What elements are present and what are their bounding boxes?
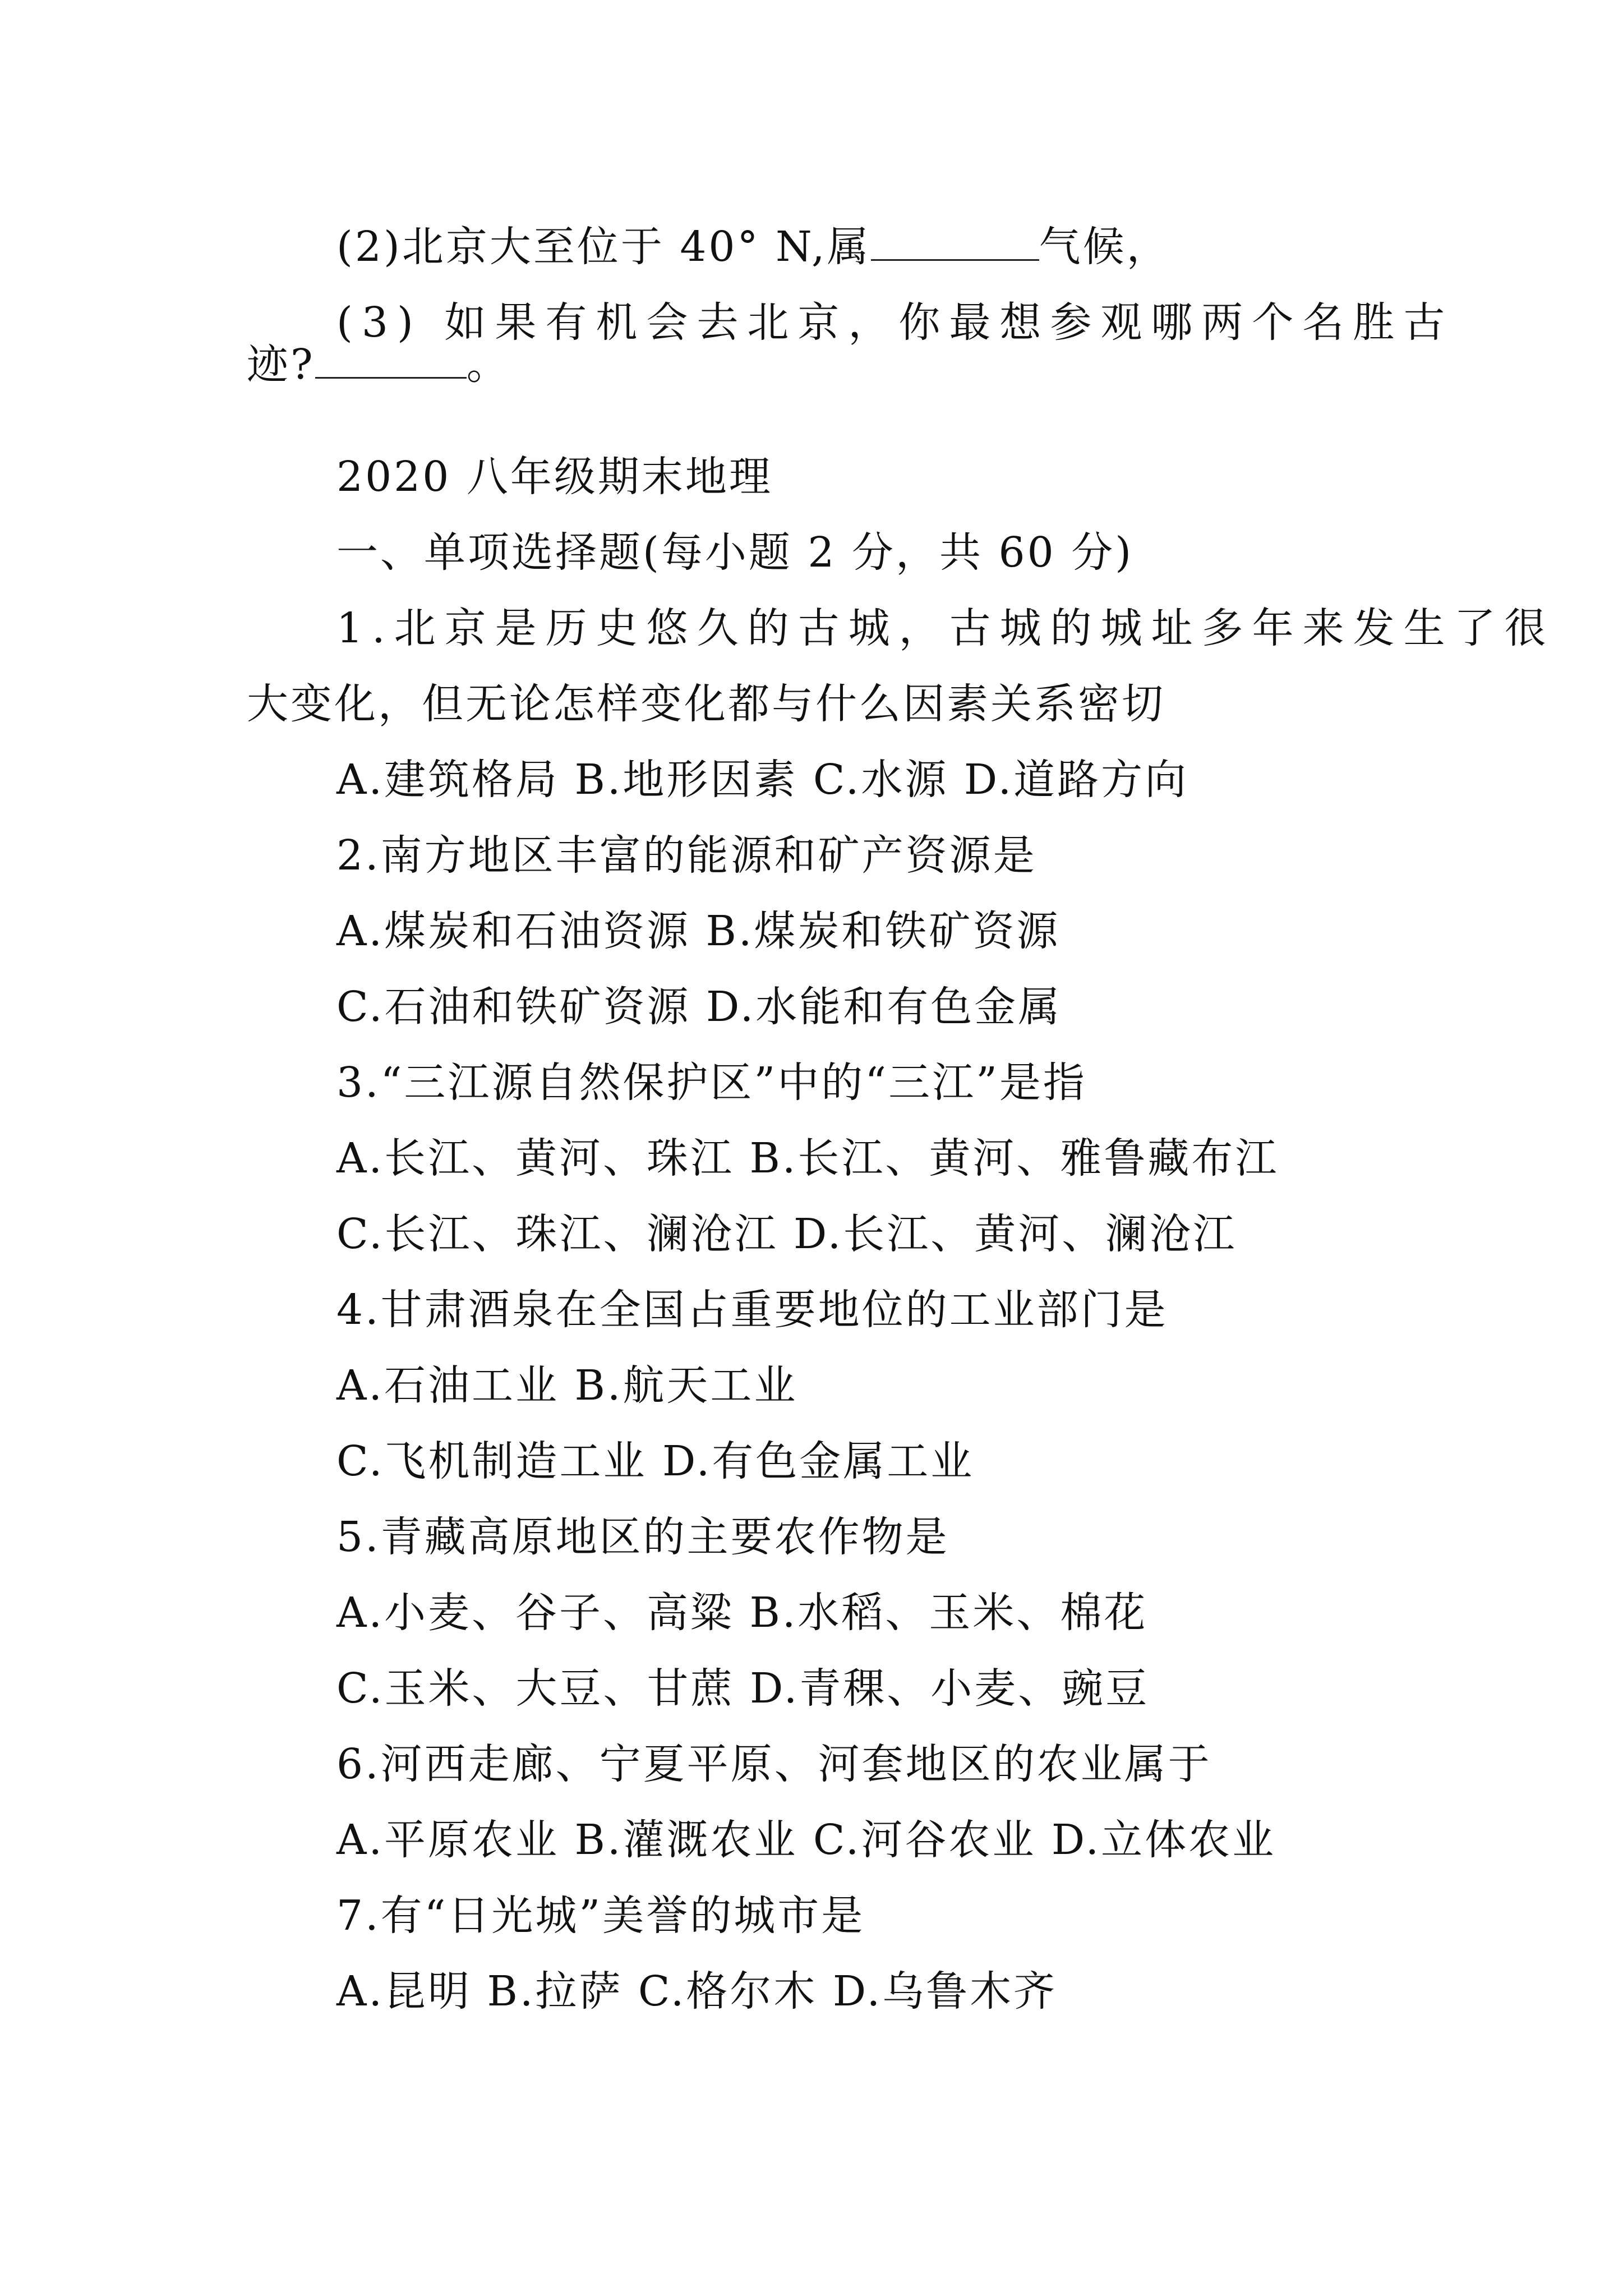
question-stem-continued: 大变化，但无论怎样变化都与什么因素关系密切 — [247, 680, 1165, 728]
question-stem: 4.甘肃酒泉在全国占重要地位的工业部门是 — [336, 1286, 1168, 1334]
question-options: A.平原农业 B.灌溉农业 C.河谷农业 D.立体农业 — [336, 1816, 1276, 1864]
question-options: A.小麦、谷子、高粱 B.水稻、玉米、棉花 — [336, 1589, 1148, 1637]
question-2-suffix: 气候， — [1039, 223, 1170, 271]
section-heading: 一、单项选择题(每小题 2 分，共 60 分) — [336, 528, 1134, 577]
question-stem: 2.南方地区丰富的能源和矿产资源是 — [336, 831, 1037, 880]
question-stem: 1.北京是历史悠久的古城，古城的城址多年来发生了很 — [336, 604, 1555, 652]
question-options: C.飞机制造工业 D.有色金属工业 — [336, 1437, 975, 1485]
question-3-line-2 — [247, 337, 1391, 393]
question-3-line-1: (3) 如果有机会去北京，你最想参观哪两个名胜古 — [336, 298, 1454, 347]
question-options: A.煤炭和石油资源 B.煤炭和铁矿资源 — [336, 907, 1061, 955]
question-options: C.石油和铁矿资源 D.水能和有色金属 — [336, 983, 1062, 1031]
question-options: A.石油工业 B.航天工业 — [336, 1361, 798, 1410]
question-options: C.长江、珠江、澜沧江 D.长江、黄河、澜沧江 — [336, 1210, 1237, 1258]
question-2-text: (2)北京大至位于 40° N,属 — [336, 223, 871, 271]
question-stem: 3.“三江源自然保护区”中的“三江”是指 — [336, 1059, 1087, 1107]
question-options: A.建筑格局 B.地形因素 C.水源 D.道路方向 — [336, 756, 1189, 804]
question-stem: 6.河西走廊、宁夏平原、河套地区的农业属于 — [336, 1740, 1212, 1788]
question-stem: 5.青藏高原地区的主要农作物是 — [336, 1513, 949, 1561]
question-options: A.长江、黄河、珠江 B.长江、黄河、雅鲁藏布江 — [336, 1134, 1279, 1182]
question-3-suffix: 。 — [466, 341, 510, 389]
question-options: A.昆明 B.拉萨 C.格尔木 D.乌鲁木齐 — [336, 1967, 1058, 2016]
question-3-text: 迹? — [247, 341, 315, 389]
answer-blank — [315, 338, 467, 379]
exam-title: 2020 八年级期末地理 — [336, 453, 773, 501]
question-stem: 7.有“日光城”美誉的城市是 — [336, 1892, 865, 1940]
question-options: C.玉米、大豆、甘蔗 D.青稞、小麦、豌豆 — [336, 1664, 1150, 1713]
question-2-line — [336, 219, 1481, 275]
answer-blank — [871, 220, 1039, 261]
